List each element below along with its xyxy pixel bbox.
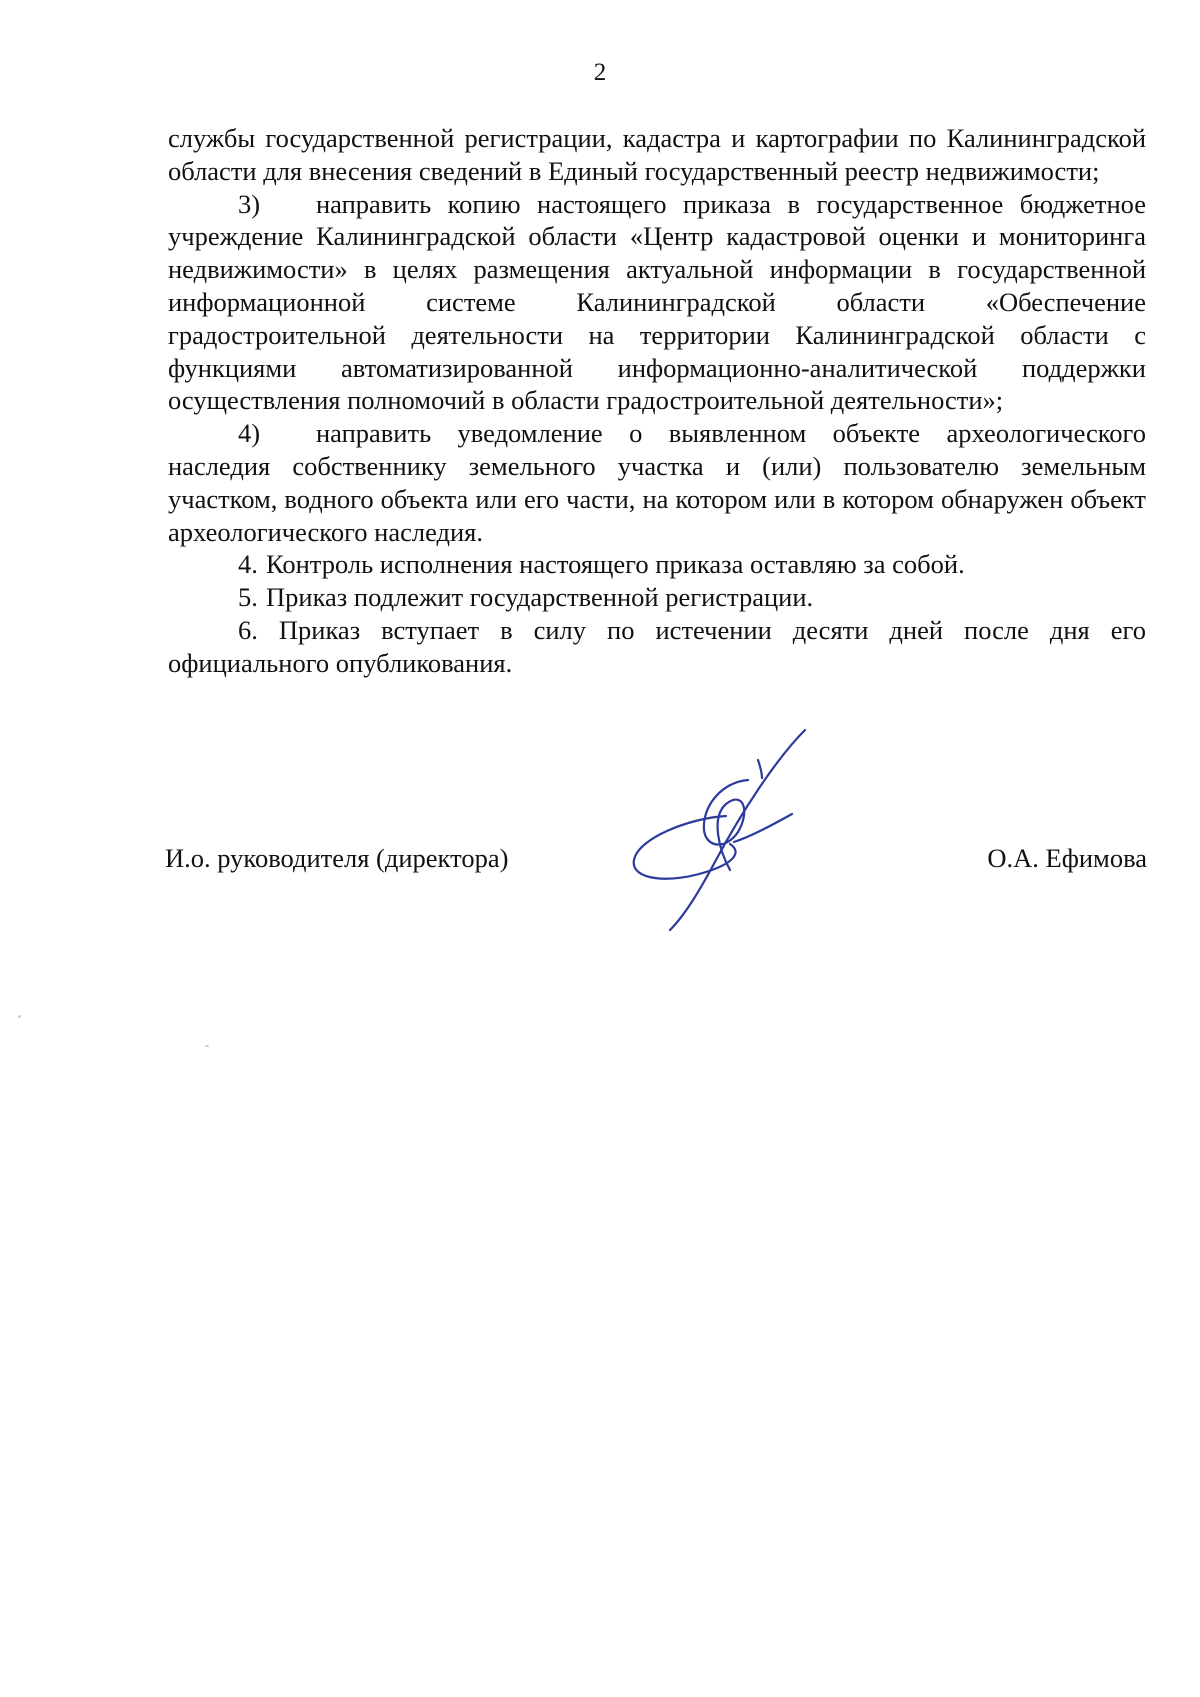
paragraph-clause-6: 6. Приказ вступает в силу по истечении десяти дней после дня его официального опубликования. <box>168 614 1146 678</box>
item-number-4: 4) <box>238 418 261 449</box>
paragraph-continuation: службы государственной регистрации, кадастра и картографии по Калининградской области для внесения сведений в Единый государственный реестр недвижимости; <box>168 123 1146 186</box>
signatory-name: О.А. Ефимова <box>987 843 1147 873</box>
signatory-position: И.о. руководителя (директора) <box>165 843 509 873</box>
page-number: 2 <box>593 59 607 86</box>
signature-stroke-main <box>670 730 805 930</box>
scan-speck <box>205 1045 209 1047</box>
paragraph-clause-4 <box>168 548 1146 581</box>
clause-text-4: Контроль исполнения настоящего приказа оставляю за собой. <box>266 549 965 580</box>
clause-number-4: 4. <box>238 549 258 580</box>
item-text-4: направить уведомление о выявленном объекте археологического наследия собственнику земельного участка и (или) пользователю земельным участком, водного объекта или его части, на котором или в котором обнаружен объект археологического наследия. <box>168 418 1146 547</box>
signature-stroke-tick <box>758 760 762 778</box>
paragraph-item-4 <box>168 417 1146 548</box>
document-body <box>168 122 1146 680</box>
handwritten-signature <box>630 720 810 940</box>
signature-block <box>165 842 1147 882</box>
scan-speck <box>18 1015 21 1018</box>
clause-text-5: Приказ подлежит государственной регистрации. <box>266 582 814 613</box>
clause-number-5: 5. <box>238 582 258 613</box>
item-number-3: 3) <box>238 188 261 219</box>
paragraph-clause-5 <box>168 581 1146 614</box>
item-text-3: направить копию настоящего приказа в государственное бюджетное учреждение Калининградской области «Центр кадастровой оценки и мониторинга недвижимости» в целях размещения актуальной информации в государственной информационной системе Калининградской области «Обеспечение градостроительной деятельности на территории Калининградской области с функциями автоматизированной информационно-аналитической поддержки осуществления полномочий в области градостроительной деятельности»; <box>168 188 1146 416</box>
paragraph-item-3 <box>168 188 1146 418</box>
